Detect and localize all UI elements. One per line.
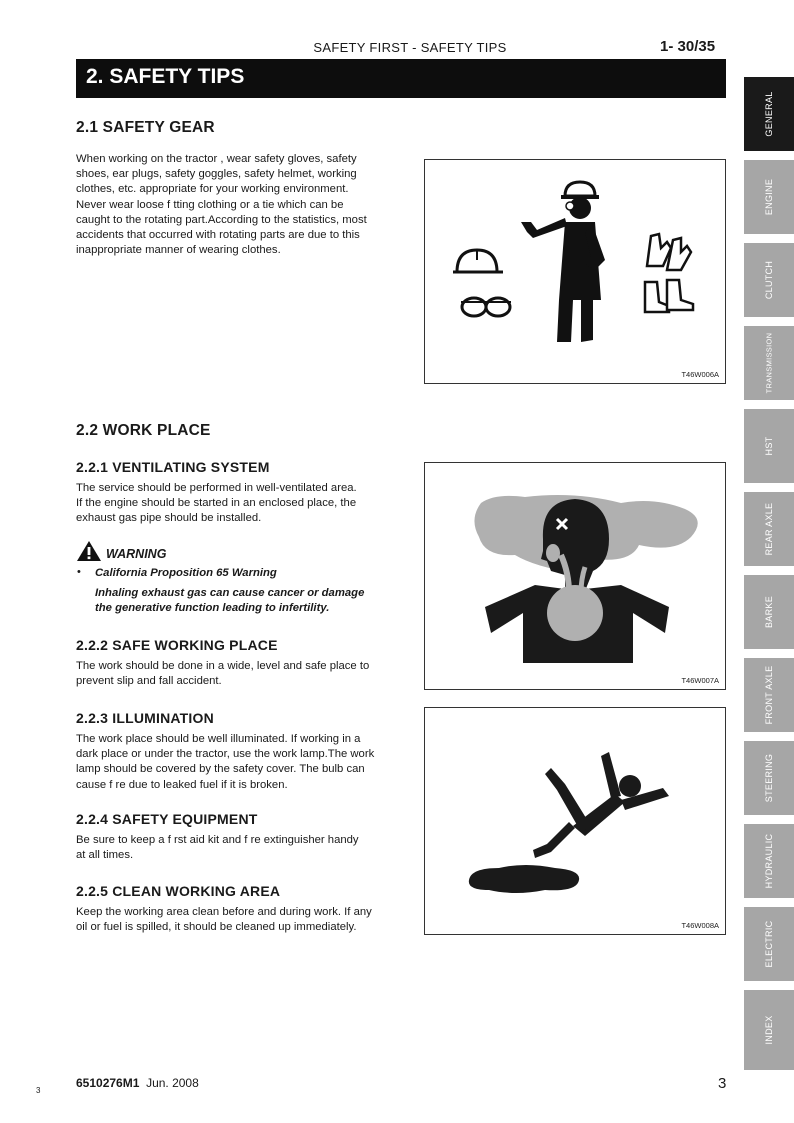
warning-title: WARNING xyxy=(106,547,167,561)
text-line: caught to the rotating part.According to the statistics, most xyxy=(76,213,367,226)
text-line: The work should be done in a wide, level and safe place to xyxy=(76,660,370,672)
chapter-title: 2. SAFETY TIPS xyxy=(86,65,245,88)
section-heading-work-place: 2.2 WORK PLACE xyxy=(76,422,211,439)
text-line: cause f re due to leaked fuel if it is broken. xyxy=(76,778,288,791)
tab-steering[interactable] xyxy=(744,741,794,815)
tab-general[interactable] xyxy=(744,77,794,151)
warning-text xyxy=(95,586,415,616)
text-line: shoes, ear plugs, safety goggles, safety helmet, working xyxy=(76,168,357,181)
text-line: prevent slip and fall accident. xyxy=(76,675,222,688)
safe-working-place-paragraph xyxy=(76,659,406,689)
scan-page-number: 3 xyxy=(36,1086,41,1095)
chapter-banner xyxy=(76,59,726,98)
tab-label: HST xyxy=(764,436,774,456)
subsection-heading-illumination: 2.2.3 ILLUMINATION xyxy=(76,710,214,726)
document-code: 6510276M1 xyxy=(76,1076,140,1090)
tab-electric[interactable] xyxy=(744,907,794,981)
footer-document-info xyxy=(76,1076,199,1090)
text-line: clothes, etc. appropriate for your working environment. xyxy=(76,183,349,196)
document-date: Jun. 2008 xyxy=(146,1076,199,1090)
text-line: Inhaling exhaust gas can cause cancer or damage xyxy=(95,587,365,599)
tab-transmission[interactable] xyxy=(744,326,794,400)
tab-label: GENERAL xyxy=(764,91,774,137)
text-line: lamp should be covered by the safety cover. The bulb can xyxy=(76,763,365,776)
tab-label: ENGINE xyxy=(764,178,774,216)
warning-triangle-icon xyxy=(76,540,102,562)
tab-label: BARKE xyxy=(764,595,774,629)
text-line: at all times. xyxy=(76,849,134,862)
gloves-icon xyxy=(637,226,697,276)
text-line: accidents that occurred with rotating parts are due to this xyxy=(76,229,360,242)
text-line: Be sure to keep a f rst aid kit and f re extinguisher handy xyxy=(76,834,359,846)
text-line: The work place should be well illuminated. If working in a xyxy=(76,733,361,745)
ventilating-system-paragraph xyxy=(76,481,406,527)
text-line: The service should be performed in well-ventilated area. xyxy=(76,482,357,494)
text-line: exhaust gas pipe should be installed. xyxy=(76,512,262,525)
tab-index[interactable] xyxy=(744,990,794,1070)
boots-icon xyxy=(639,276,699,316)
tab-label: HYDRAULIC xyxy=(764,833,774,889)
page-reference: 1- 30/35 xyxy=(660,38,716,55)
text-line: Keep the working area clean before and during work. If any xyxy=(76,906,372,918)
tab-label: FRONT AXLE xyxy=(764,665,774,725)
figure-safety-gear xyxy=(424,159,726,384)
goggles-icon xyxy=(457,292,517,322)
helmet-icon xyxy=(449,242,509,282)
figure-code: T46W008A xyxy=(681,921,719,930)
safety-gear-paragraph xyxy=(76,152,406,258)
subsection-heading-clean-working-area: 2.2.5 CLEAN WORKING AREA xyxy=(76,883,281,899)
tab-label: REAR AXLE xyxy=(764,502,774,556)
running-header-title: SAFETY FIRST - SAFETY TIPS xyxy=(313,40,507,55)
text-line: oil or fuel is spilled, it should be cleaned up immediately. xyxy=(76,921,357,934)
tab-rear-axle[interactable] xyxy=(744,492,794,566)
subsection-heading-safety-equipment: 2.2.4 SAFETY EQUIPMENT xyxy=(76,811,258,827)
oil-puddle-icon xyxy=(465,858,585,898)
text-line: Never wear loose f tting clothing or a tie which can be xyxy=(76,198,344,211)
text-line: the generative function leading to infertility. xyxy=(95,602,330,615)
warning-item: California Proposition 65 Warning xyxy=(95,567,277,579)
text-line: When working on the tractor , wear safety gloves, safety xyxy=(76,153,357,165)
subsection-heading-safe-working-place: 2.2.2 SAFE WORKING PLACE xyxy=(76,637,278,653)
figure-code: T46W007A xyxy=(681,676,719,685)
page-number: 3 xyxy=(718,1075,727,1092)
bullet: • xyxy=(77,566,81,578)
text-line: inappropriate manner of wearing clothes. xyxy=(76,244,281,257)
tab-hydraulic[interactable] xyxy=(744,824,794,898)
figure-exhaust-gas xyxy=(424,462,726,690)
text-line: dark place or under the tractor, use the work lamp.The work xyxy=(76,748,375,761)
lungs-icon xyxy=(545,583,605,643)
tab-hst[interactable] xyxy=(744,409,794,483)
tab-label: TRANSMISSION xyxy=(764,332,774,394)
tab-front-axle[interactable] xyxy=(744,658,794,732)
figure-code: T46W006A xyxy=(681,370,719,379)
illumination-paragraph xyxy=(76,732,406,793)
tab-engine[interactable] xyxy=(744,160,794,234)
tab-label: CLUTCH xyxy=(764,260,774,300)
figure-slip-fall xyxy=(424,707,726,935)
tab-label: INDEX xyxy=(764,1015,774,1045)
subsection-heading-ventilating-system: 2.2.1 VENTILATING SYSTEM xyxy=(76,459,270,475)
section-heading-safety-gear: 2.1 SAFETY GEAR xyxy=(76,119,215,136)
text-line: If the engine should be started in an enclosed place, the xyxy=(76,497,357,510)
tab-barke[interactable] xyxy=(744,575,794,649)
tab-clutch[interactable] xyxy=(744,243,794,317)
clean-working-area-paragraph xyxy=(76,905,406,935)
tab-label: STEERING xyxy=(764,753,774,803)
tab-label: ELECTRIC xyxy=(764,920,774,968)
safety-equipment-paragraph xyxy=(76,833,406,863)
